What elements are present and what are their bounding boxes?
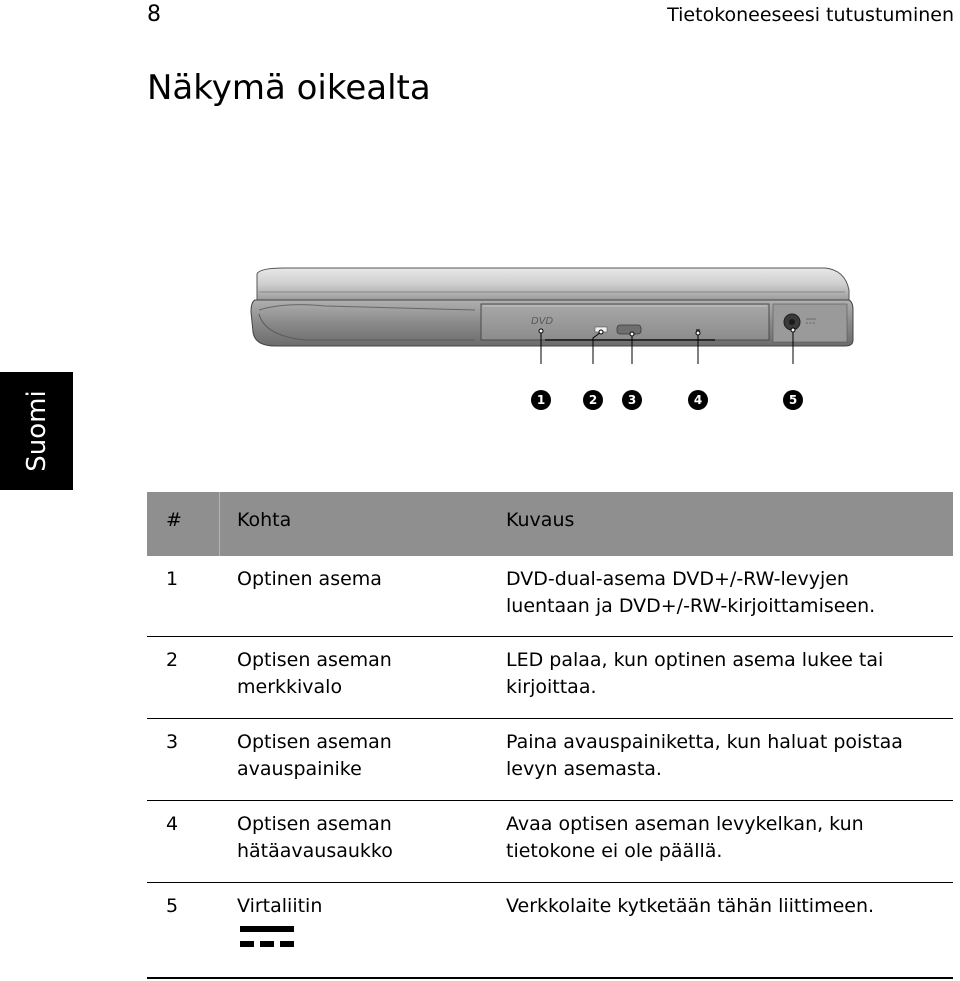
page-number: 8 bbox=[147, 2, 161, 27]
running-header: Tietokoneeseesi tutustuminen bbox=[667, 4, 954, 26]
row-item: Optisen aseman hätäavausaukko bbox=[237, 813, 393, 862]
header-divider bbox=[219, 492, 220, 556]
row-item: Optinen asema bbox=[237, 568, 382, 590]
row-number: 3 bbox=[166, 731, 179, 753]
row-description: LED palaa, kun optinen asema lukee tai kirjoittaa. bbox=[506, 649, 884, 698]
row-description: DVD-dual-asema DVD+/-RW-levyjen luentaan ja DVD+/-RW-kirjoittamiseen. bbox=[506, 568, 876, 617]
table-row bbox=[147, 883, 953, 979]
callout-2: 2 bbox=[583, 390, 603, 410]
table-row bbox=[147, 801, 953, 883]
language-side-tab bbox=[0, 372, 73, 490]
laptop-right-side-illustration bbox=[245, 262, 857, 364]
callout-3: 3 bbox=[622, 390, 642, 410]
dc-power-icon bbox=[240, 926, 294, 948]
row-number: 5 bbox=[166, 895, 179, 917]
row-number: 2 bbox=[166, 649, 179, 671]
row-description: Verkkolaite kytketään tähän liittimeen. bbox=[506, 895, 875, 917]
parts-table bbox=[147, 492, 953, 979]
header-item: Kohta bbox=[237, 509, 292, 531]
header-description: Kuvaus bbox=[506, 509, 575, 531]
table-header-row bbox=[147, 492, 953, 556]
callout-5: 5 bbox=[783, 390, 803, 410]
dvd-logo: DVD bbox=[531, 316, 554, 327]
header-number: # bbox=[166, 509, 182, 531]
row-number: 4 bbox=[166, 813, 179, 835]
callout-4: 4 bbox=[688, 390, 708, 410]
table-row bbox=[147, 637, 953, 719]
language-label: Suomi bbox=[21, 390, 52, 472]
table-row bbox=[147, 719, 953, 801]
row-divider bbox=[147, 977, 953, 979]
row-item: Optisen aseman merkkivalo bbox=[237, 649, 392, 698]
callout-1: 1 bbox=[531, 390, 551, 410]
table-row bbox=[147, 556, 953, 637]
section-title: Näkymä oikealta bbox=[147, 68, 431, 108]
row-item: Virtaliitin bbox=[237, 895, 323, 917]
row-description: Avaa optisen aseman levykelkan, kun tietokone ei ole päällä. bbox=[506, 813, 864, 862]
row-description: Paina avauspainiketta, kun haluat poistaa levyn asemasta. bbox=[506, 731, 903, 780]
row-number: 1 bbox=[166, 568, 179, 590]
row-item: Optisen aseman avauspainike bbox=[237, 731, 392, 780]
